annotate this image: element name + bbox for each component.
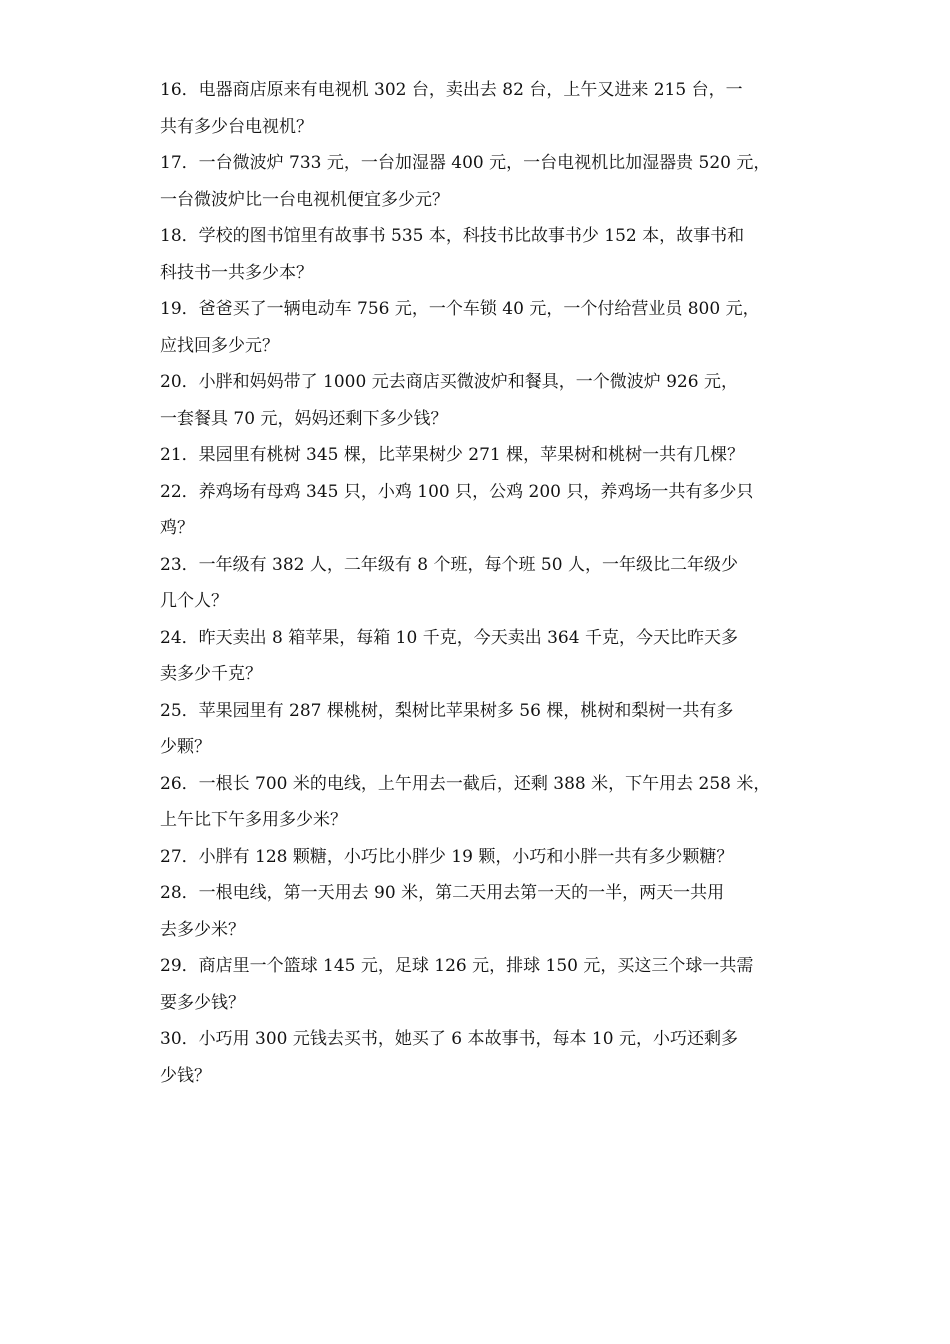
problem-text-line: 24．昨天卖出 8 箱苹果，每箱 10 千克，今天卖出 364 千克，今天比昨天多	[160, 627, 738, 648]
word-problem	[160, 693, 800, 766]
problem-text-line: 18．学校的图书馆里有故事书 535 本，科技书比故事书少 152 本，故事书和	[160, 226, 745, 246]
problem-text-line: 少钱？	[160, 1065, 211, 1086]
word-problem	[160, 437, 800, 474]
problem-text-line: 21．果园里有桃树 345 棵，比苹果树少 271 棵，苹果树和桃树一共有几棵？	[160, 445, 745, 465]
problem-text-line: 27．小胖有 128 颗糖，小巧比小胖少 19 颗，小巧和小胖一共有多少颗糖？	[160, 846, 734, 867]
problem-text-line: 17．一台微波炉 733 元，一台加湿器 400 元，一台电视机比加湿器贵 520 元，	[160, 153, 771, 173]
problem-text-line: 科技书一共多少本？	[160, 262, 313, 283]
word-problem	[160, 547, 800, 620]
problem-text-line: 一台微波炉比一台电视机便宜多少元？	[160, 189, 449, 210]
problem-text-line: 要多少钱？	[160, 992, 245, 1013]
problem-text-line: 卖多少千克？	[160, 664, 262, 684]
problem-text-line: 上午比下午多用多少米？	[160, 810, 347, 830]
problem-text-line: 几个人？	[160, 591, 228, 611]
problem-text-line: 23．一年级有 382 人，二年级有 8 个班，每个班 50 人，一年级比二年级少	[160, 554, 738, 575]
word-problem	[160, 875, 800, 948]
word-problem	[160, 72, 800, 145]
problem-text-line: 30．小巧用 300 元钱去买书，她买了 6 本故事书，每本 10 元，小巧还剩多	[160, 1029, 738, 1049]
problem-text-line: 鸡？	[160, 518, 194, 538]
word-problem	[160, 766, 800, 839]
problem-text-line: 一套餐具 70 元，妈妈还剩下多少钱？	[160, 408, 448, 429]
word-problem	[160, 145, 800, 218]
problem-text-line: 28．一根电线，第一天用去 90 米，第二天用去第一天的一半，两天一共用	[160, 883, 725, 903]
problem-text-line: 去多少米？	[160, 919, 245, 940]
word-problem	[160, 839, 800, 876]
word-problem	[160, 620, 800, 693]
problem-text-line: 26．一根长 700 米的电线，上午用去一截后，还剩 388 米，下午用去 258 米，	[160, 773, 771, 794]
word-problem	[160, 948, 800, 1021]
word-problem	[160, 474, 800, 547]
word-problem	[160, 364, 800, 437]
problem-text-line: 29．商店里一个篮球 145 元，足球 126 元，排球 150 元，买这三个球一共需	[160, 956, 754, 976]
problem-list	[160, 72, 800, 1094]
problem-text-line: 少颗？	[160, 737, 211, 757]
problem-text-line: 共有多少台电视机？	[160, 116, 313, 137]
problem-text-line: 应找回多少元？	[160, 335, 279, 356]
problem-text-line: 16．电器商店原来有电视机 302 台，卖出去 82 台，上午又进来 215 台，一	[160, 80, 743, 100]
problem-text-line: 19．爸爸买了一辆电动车 756 元，一个车锁 40 元，一个付给营业员 800 元，	[160, 299, 760, 319]
word-problem	[160, 218, 800, 291]
word-problem	[160, 1021, 800, 1094]
problem-text-line: 20．小胖和妈妈带了 1000 元去商店买微波炉和餐具，一个微波炉 926 元，	[160, 372, 738, 392]
problem-text-line: 25．苹果园里有 287 棵桃树，梨树比苹果树多 56 棵，桃树和梨树一共有多	[160, 700, 734, 721]
word-problem	[160, 291, 800, 364]
problem-text-line: 22．养鸡场有母鸡 345 只，小鸡 100 只，公鸡 200 只，养鸡场一共有多少只	[160, 481, 754, 502]
